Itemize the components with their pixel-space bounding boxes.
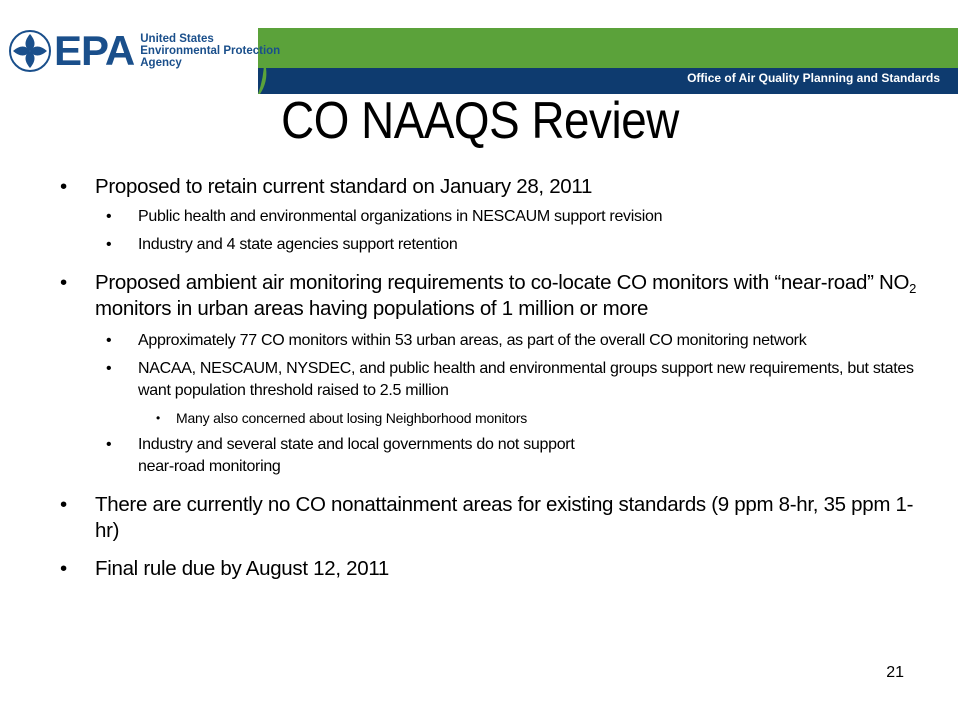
- bullet-1-2: [60, 234, 920, 256]
- header-green-band: [258, 28, 958, 68]
- bullet-dot-icon: •: [106, 436, 112, 453]
- bullet-2-1-text: Approximately 77 CO monitors within 53 urban areas, as part of the overall CO monitoring network: [138, 332, 807, 349]
- agency-name: [140, 33, 280, 69]
- bullet-1-2-text: Industry and 4 state agencies support retention: [138, 236, 458, 253]
- page-number: 21: [886, 664, 904, 681]
- bullet-3: [60, 492, 920, 544]
- bullet-dot-icon: •: [60, 271, 67, 294]
- bullet-1-text: Proposed to retain current standard on January 28, 2011: [95, 175, 593, 198]
- bullet-1: [60, 174, 920, 200]
- bullet-2-text-start: Proposed ambient air monitoring requirements to co-locate CO monitors with “near-road” NO: [95, 271, 910, 294]
- bullet-dot-icon: •: [156, 411, 161, 425]
- bullet-4: [60, 556, 920, 582]
- epa-header: [0, 0, 960, 100]
- bullet-dot-icon: •: [60, 493, 67, 516]
- bullet-dot-icon: •: [106, 360, 112, 377]
- bullet-2-3-line-1: Industry and several state and local governments do not support: [138, 436, 575, 453]
- bullet-3-text: There are currently no CO nonattainment areas for existing standards (9 ppm 8-hr, 35 ppm 1-hr): [95, 493, 914, 542]
- agency-line-1: United States: [140, 33, 214, 45]
- slide-body: [60, 174, 920, 582]
- bullet-2-1: [60, 330, 920, 352]
- slide-title: CO NAAQS Review: [281, 92, 679, 150]
- epa-flower-icon: [8, 29, 52, 73]
- bullet-4-text: Final rule due by August 12, 2011: [95, 557, 390, 580]
- bullet-dot-icon: •: [60, 557, 67, 580]
- no2-subscript: 2: [909, 281, 917, 296]
- agency-line-3: Agency: [140, 57, 182, 69]
- bullet-2-text-end: monitors in urban areas having populations of 1 million or more: [95, 297, 649, 320]
- bullet-1-1-text: Public health and environmental organizations in NESCAUM support revision: [138, 208, 663, 225]
- epa-logo: [8, 26, 280, 76]
- bullet-2: [60, 270, 920, 322]
- bullet-2-2-1-text: Many also concerned about losing Neighborhood monitors: [176, 410, 528, 426]
- office-name: Office of Air Quality Planning and Standards: [687, 71, 940, 85]
- bullet-dot-icon: •: [60, 175, 67, 198]
- bullet-dot-icon: •: [106, 236, 112, 253]
- bullet-2-2-1: [60, 408, 920, 428]
- epa-wordmark: EPA: [54, 27, 135, 74]
- bullet-2-2: [60, 358, 920, 402]
- bullet-1-1: [60, 206, 920, 228]
- bullet-2-2-text: NACAA, NESCAUM, NYSDEC, and public health and environmental groups support new requirements, but states want population threshold raised to 2.5 million: [138, 360, 914, 399]
- agency-line-2: Environmental Protection: [140, 45, 281, 57]
- bullet-2-3: [60, 434, 920, 478]
- bullet-dot-icon: •: [106, 332, 112, 349]
- bullet-2-3-line-2: near-road monitoring: [138, 458, 281, 475]
- bullet-dot-icon: •: [106, 208, 112, 225]
